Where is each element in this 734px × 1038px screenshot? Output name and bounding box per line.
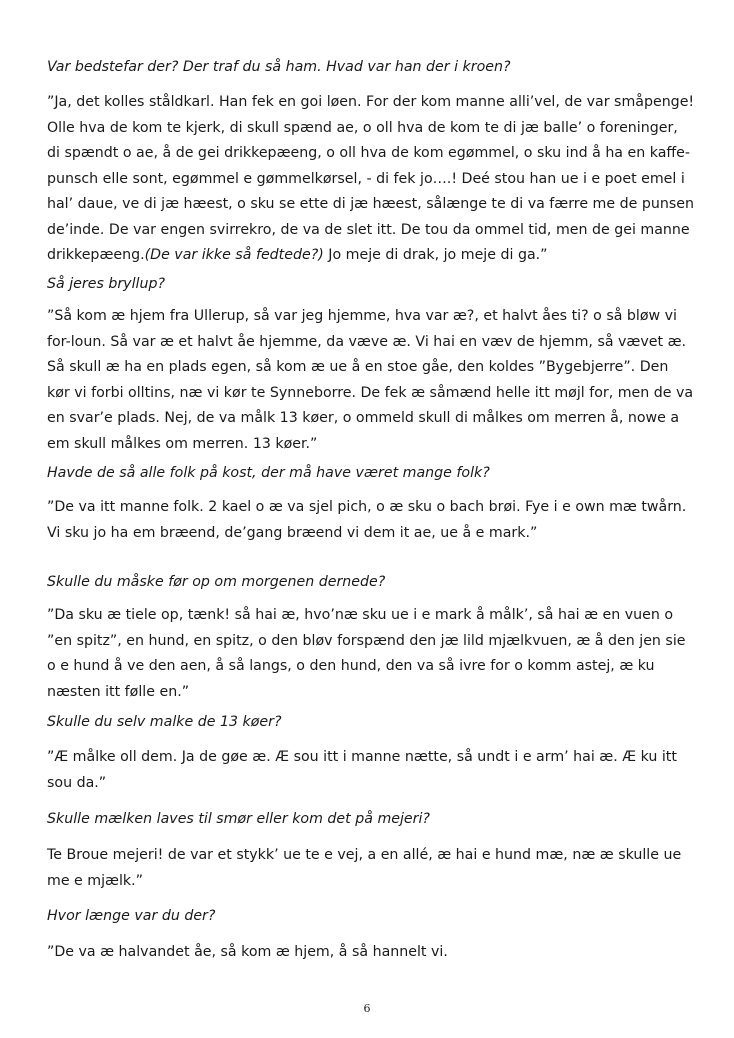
answer-folk-paa-kost: ”De va itt manne folk. 2 kael o æ va sjel pich, o æ sku o bach brøi. Fye i e own mæ twårn. Vi sku jo ha em bræend, de’gang bræend vi dem it ae, ue å e mark.” <box>47 499 687 541</box>
page-number: 6 <box>363 1002 371 1015</box>
question-bryllup: Så jeres bryllup? <box>47 276 165 292</box>
question-malke: Skulle du selv malke de 13 køer? <box>47 714 282 730</box>
question-bedstefar: Var bedstefar der? Der traf du så ham. Hvad var han der i kroen? <box>47 59 511 75</box>
answer-morgenen: ”Da sku æ tiele op, tænk! så hai æ, hvo’næ sku ue i e mark å målk’, så hai æ en vuen o ”en spitz”, en hund, en spitz, o den bløv forspænd den jæ lild mjælkvuen, æ å den jen sie o e hund å ve den aen, å så langs, o den hund, den va så ivre for o komm astej, æ ku næsten itt følle en.” <box>47 607 686 700</box>
question-maelken: Skulle mælken laves til smør eller kom det på mejeri? <box>47 811 430 827</box>
answer-maelken: Te Broue mejeri! de var et stykk’ ue te e vej, a en allé, æ hai e hund mæ, næ æ skulle ue me e mjælk.” <box>47 847 682 889</box>
question-hvor-laenge: Hvor længe var du der? <box>47 908 216 924</box>
answer-hvor-laenge: ”De va æ halvandet åe, så kom æ hjem, å så hannelt vi. <box>47 944 448 960</box>
question-folk-paa-kost: Havde de så alle folk på kost, der må have været mange folk? <box>47 465 490 481</box>
question-morgenen: Skulle du måske før op om morgenen dernede? <box>47 574 386 590</box>
answer-bedstefar-aside: (De var ikke så fedtede?) <box>144 247 324 263</box>
answer-malke: ”Æ målke oll dem. Ja de gøe æ. Æ sou itt i manne nætte, så undt i e arm’ hai æ. Æ ku itt sou da.” <box>47 749 677 791</box>
answer-bryllup: ”Så kom æ hjem fra Ullerup, så var jeg hjemme, hva var æ?, et halvt åes ti? o så bløw vi for-loun. Så var æ et halvt åe hjemme, da væve æ. Vi hai en væv de hjemm, så vævet æ. Så skull æ ha en plads egen, så kom æ ue å en stoe gåe, den koldes ”Bygebjerre”. Den kør vi forbi olltins, næ vi kør te Synneborre. De fek æ såmænd helle itt møjl for, men de va en svar’e plads. Nej, de va målk 13 køer, o ommeld skull di målkes om merren å, nowe a em skull målkes om merren. 13 køer.” <box>47 308 694 452</box>
answer-bedstefar: ”Ja, det kolles ståldkarl. Han fek en goi løen. For der kom manne alli’vel, de var småpenge! Olle hva de kom te kjerk, di skull spænd ae, o oll hva de kom te di jæ balle’ o foreninger, di spændt o ae, å de gei drikkepæeng, o oll hva de kom egømmel, o sku ind å ha en kaffe-punsch elle sont, egømmel e gømmelkørsel, - di fek jo….! Deé stou han ue i e poet emel i hal’ daue, ve di jæ hæest, o sku se ette di jæ hæest, sålænge te di va færre me de punsen de’inde. De var engen svirrekro, de va de slet itt. De tou da ommel tid, men de gei manne drikkepæeng.(De var ikke så fedtede?) Jo meje di drak, jo meje di ga.” <box>47 94 695 263</box>
